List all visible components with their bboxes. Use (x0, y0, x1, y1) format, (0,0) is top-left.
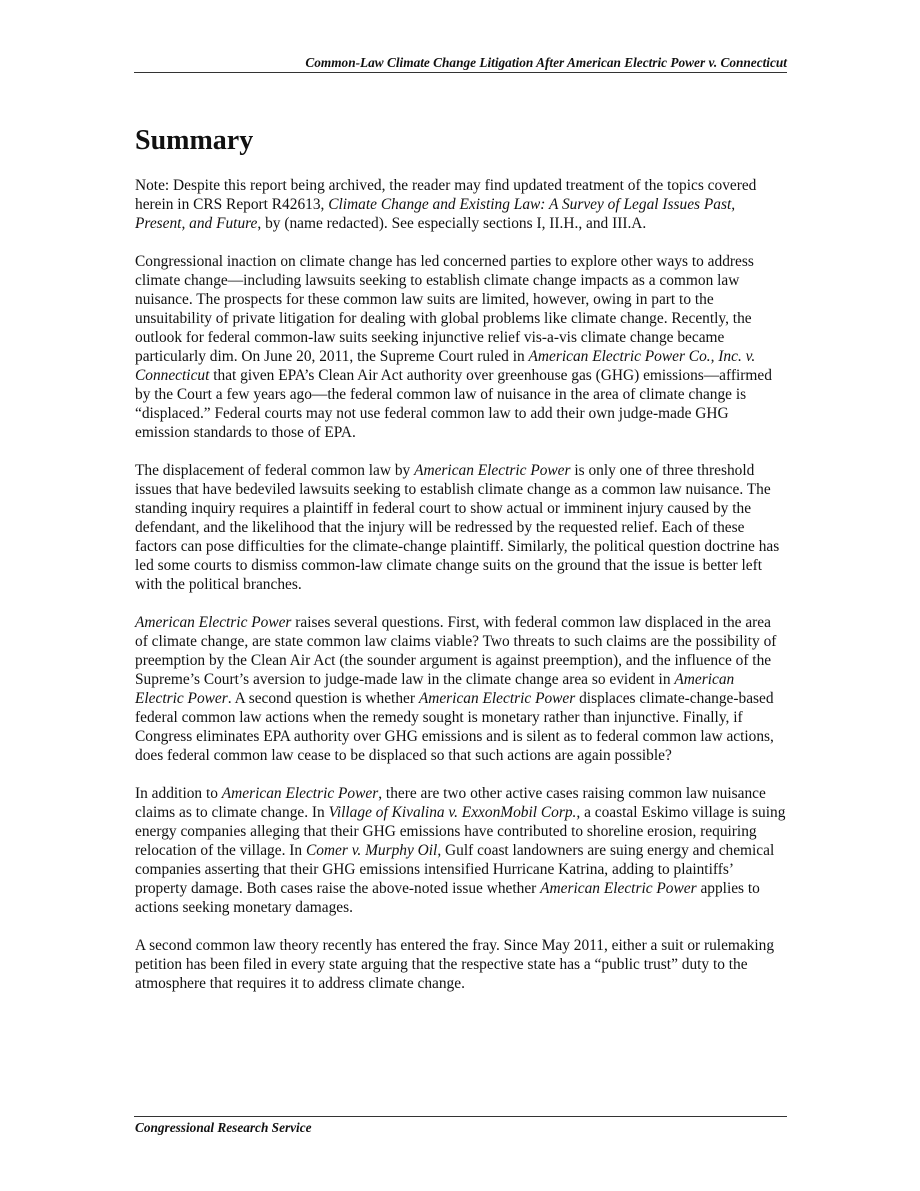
section-heading: Summary (135, 125, 254, 156)
italic-citation: American Electric Power Co., Inc. v. Connecticut (135, 348, 756, 384)
italic-citation: Village of Kivalina v. ExxonMobil Corp., (328, 804, 581, 821)
italic-citation: American Electric Power (540, 880, 697, 897)
paragraph-inaction (135, 252, 786, 442)
text-run: that given EPA’s Clean Air Act authority over greenhouse gas (GHG) emissions—affirmed by the Court a few years ago—the federal common law of nuisance in the area of climate change is “displaced.” Federal courts may not use federal common law to add their own judge-made GHG emission standards to those of EPA. (135, 367, 772, 441)
footer-divider (134, 1116, 787, 1117)
text-run: . A second question is whether (227, 690, 419, 707)
summary-body (135, 176, 786, 1012)
text-run: A second common law theory recently has entered the fray. Since May 2011, either a suit or rulemaking petition has been filed in every state arguing that the respective state has a “public trust” duty to the atmosphere that requires it to address climate change. (135, 937, 775, 992)
italic-citation: Comer v. Murphy Oil (305, 842, 438, 859)
paragraph-note (135, 176, 786, 233)
header-divider (134, 72, 787, 73)
paragraph-public-trust (135, 936, 786, 993)
text-run: , Gulf coast landowners are suing energy and chemical companies asserting that their GHG emissions intensified Hurricane Katrina, adding to plaintiffs’ property damage. Both cases raise the above-noted issue whether (135, 842, 775, 897)
italic-citation: American Electric Power (221, 785, 379, 802)
italic-citation: American Electric Power (414, 462, 571, 479)
text-run: In addition to (135, 785, 222, 802)
paragraph-other-cases (135, 784, 786, 917)
paragraph-questions (135, 613, 786, 765)
text-run: Note: Despite this report being archived, the reader may find updated treatment of the topics covered herein in CRS Report R42613, (135, 177, 757, 213)
italic-citation: American Electric Power (135, 614, 292, 631)
text-run: a coastal Eskimo village is suing energy companies alleging that their GHG emissions have contributed to shoreline erosion, requiring relocation of the village. In (135, 804, 786, 859)
text-run: , there are two other active cases raising common law nuisance claims as to climate change. In (135, 785, 766, 821)
paragraph-displacement (135, 461, 786, 594)
italic-citation: American Electric Power (418, 690, 576, 707)
text-run: raises several questions. First, with federal common law displaced in the area of climate change, are state common law claims viable? Two threats to such claims are the possibility of preemption by the Clean Air Act (the sounder argument is against preemption), and the influence of the Supreme’s Court’s aversion to judge-made law in the climate change area so evident in (135, 614, 777, 688)
text-run: Congressional inaction on climate change has led concerned parties to explore other ways to address climate change—including lawsuits seeking to establish climate change impacts as a common law nuisance. The prospects for these common law suits are limited, however, owing in part to the unsuitability of private litigation for dealing with global problems like climate change. Recently, the outlook for federal common-law suits seeking injunctive relief vis-a-vis climate change became particularly dim. On June 20, 2011, the Supreme Court ruled in (135, 253, 754, 365)
italic-citation: Climate Change and Existing Law: A Survey of Legal Issues Past, Present, and Future (135, 196, 736, 232)
footer-source: Congressional Research Service (135, 1120, 312, 1135)
text-run: The displacement of federal common law by (135, 462, 415, 479)
italic-citation: American Electric Power (135, 671, 735, 707)
running-header: Common-Law Climate Change Litigation After American Electric Power v. Connecticut (305, 55, 787, 70)
text-run: , by (name redacted). See especially sections I, II.H., and III.A. (257, 215, 647, 232)
text-run: applies to actions seeking monetary damages. (135, 880, 760, 916)
text-run: is only one of three threshold issues that have bedeviled lawsuits seeking to establish climate change as a common law nuisance. The standing inquiry requires a plaintiff in federal court to show actual or imminent injury caused by the defendant, and the likelihood that the injury will be redressed by the requested relief. Each of these factors can pose difficulties for the climate-change plaintiff. Similarly, the political question doctrine has led some courts to dismiss common-law climate change suits on the ground that the issue is better left with the political branches. (135, 462, 780, 593)
text-run: displaces climate-change-based federal common law actions when the remedy sought is monetary rather than injunctive. Finally, if Congress eliminates EPA authority over GHG emissions and is silent as to federal common law actions, does federal common law cease to be displaced so that such actions are again possible? (135, 690, 774, 764)
